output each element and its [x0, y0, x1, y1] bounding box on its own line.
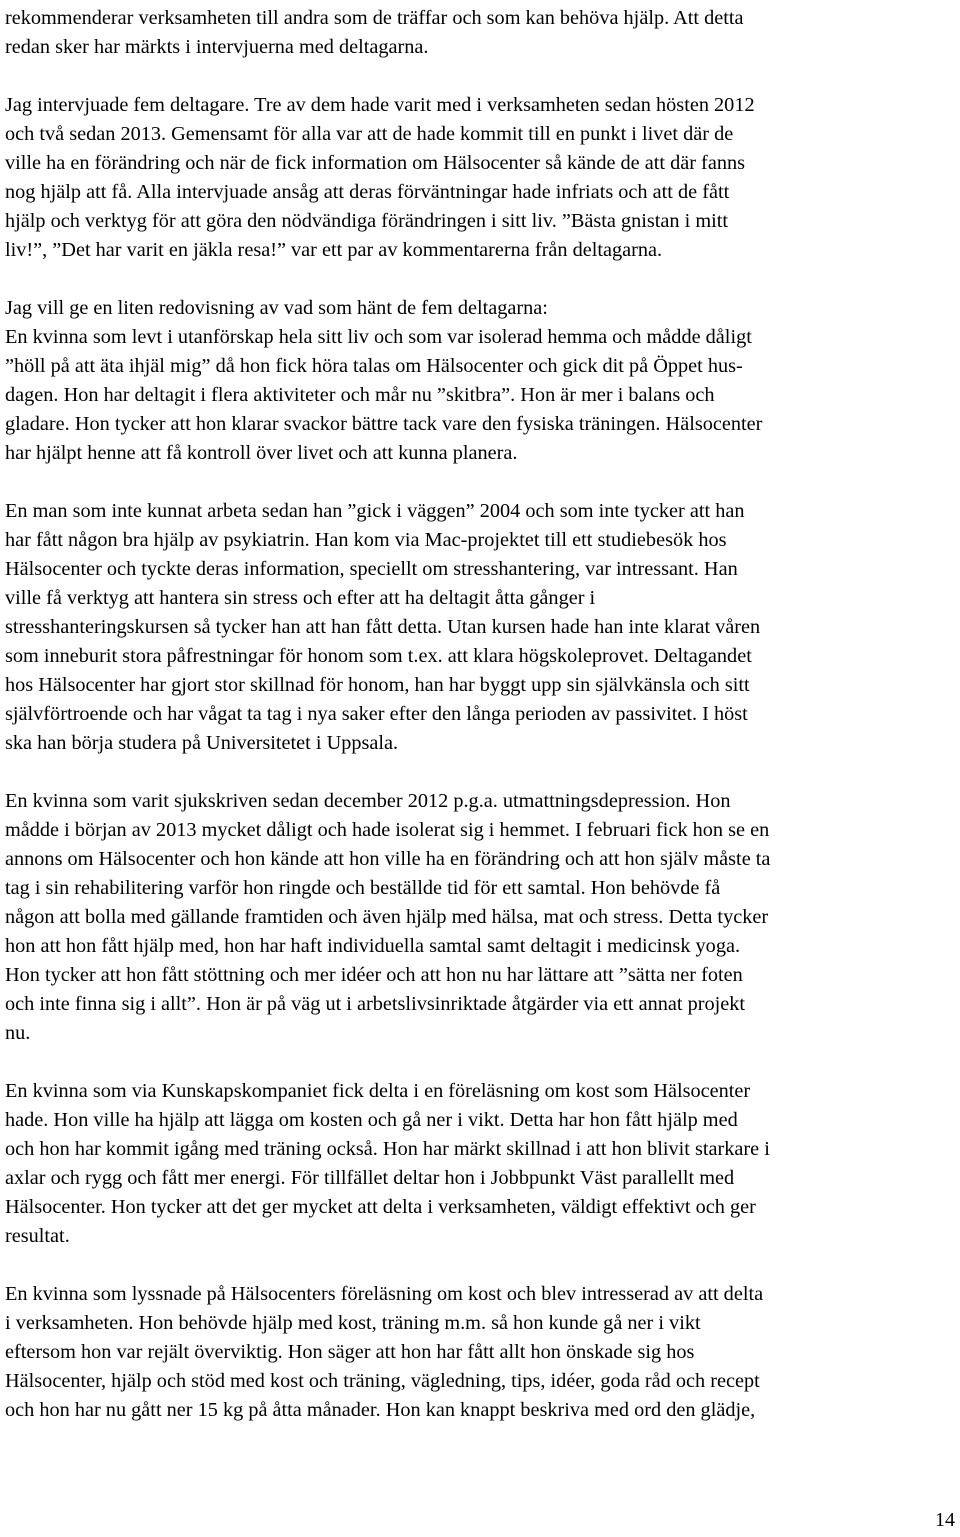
text-line: eftersom hon var rejält överviktig. Hon säger att hon har fått allt hon önskade sig hos — [5, 1341, 695, 1363]
text-line: En man som inte kunnat arbeta sedan han ”gick i väggen” 2004 och som inte tycker att han — [5, 500, 745, 522]
text-line: hjälp och verktyg för att göra den nödvändiga förändringen i sitt liv. ”Bästa gnistan i mitt — [5, 210, 729, 232]
text-line: har fått någon bra hjälp av psykiatrin. Han kom via Mac-projektet till ett studiebesök hos — [5, 529, 727, 551]
text-line: ska han börja studera på Universitetet i Uppsala. — [5, 732, 399, 754]
text-line: rekommenderar verksamheten till andra som de träffar och som kan behöva hjälp. Att detta — [5, 7, 744, 29]
text-line: någon att bolla med gällande framtiden och även hjälp med hälsa, mat och stress. Detta tycker — [5, 906, 769, 928]
text-line: En kvinna som levt i utanförskap hela sitt liv och som var isolerad hemma och mådde dåligt — [5, 326, 752, 348]
paragraph — [5, 4, 955, 62]
text-line: liv!”, ”Det har varit en jäkla resa!” var ett par av kommentarerna från deltagarna. — [5, 239, 663, 261]
text-line: En kvinna som via Kunskapskompaniet fick delta i en föreläsning om kost som Hälsocenter — [5, 1080, 751, 1102]
text-line: ville få verktyg att hantera sin stress och efter att ha deltagit åtta gånger i — [5, 587, 596, 609]
text-line: Hälsocenter, hjälp och stöd med kost och träning, vägledning, tips, idéer, goda råd och recept — [5, 1370, 760, 1392]
text-line: Jag vill ge en liten redovisning av vad som hänt de fem deltagarna: — [5, 297, 548, 319]
paragraph — [5, 1280, 955, 1425]
text-line: självförtroende och har vågat ta tag i nya saker efter den långa perioden av passivitet. I höst — [5, 703, 748, 725]
text-line: Hälsocenter. Hon tycker att det ger mycket att delta i verksamheten, väldigt effektivt och ger — [5, 1196, 756, 1218]
paragraph-gap — [5, 1251, 955, 1280]
text-line: redan sker har märkts i intervjuerna med deltagarna. — [5, 36, 429, 58]
paragraph — [5, 294, 955, 468]
text-line: Hälsocenter och tyckte deras information, speciellt om stresshantering, var intressant. Han — [5, 558, 738, 580]
page-number: 14 — [935, 1509, 955, 1531]
text-line: gladare. Hon tycker att hon klarar svackor bättre tack vare den fysiska träningen. Hälsocenter — [5, 413, 763, 435]
paragraph — [5, 787, 955, 1048]
text-line: i verksamheten. Hon behövde hjälp med kost, träning m.m. så hon kunde gå ner i vikt — [5, 1312, 701, 1334]
text-line: ”höll på att äta ihjäl mig” då hon fick höra talas om Hälsocenter och gick dit på Öppet hus- — [5, 355, 743, 377]
text-line: axlar och rygg och fått mer energi. För tillfället deltar hon i Jobbpunkt Väst parallellt med — [5, 1167, 735, 1189]
paragraph — [5, 91, 955, 265]
paragraph — [5, 497, 955, 758]
text-line: Jag intervjuade fem deltagare. Tre av dem hade varit med i verksamheten sedan hösten 2012 — [5, 94, 755, 116]
text-line: och hon har kommit igång med träning också. Hon har märkt skillnad i att hon blivit starkare i — [5, 1138, 770, 1160]
paragraph — [5, 1077, 955, 1251]
text-line: Hon tycker att hon fått stöttning och mer idéer och att hon nu har lättare att ”sätta ner foten — [5, 964, 743, 986]
paragraph-gap — [5, 62, 955, 91]
text-line: hon att hon fått hjälp med, hon har haft individuella samtal samt deltagit i medicinsk yoga. — [5, 935, 741, 957]
text-line: En kvinna som lyssnade på Hälsocenters föreläsning om kost och blev intresserad av att delta — [5, 1283, 764, 1305]
text-line: och inte finna sig i allt”. Hon är på väg ut i arbetslivsinriktade åtgärder via ett annat projekt — [5, 993, 746, 1015]
text-line: annons om Hälsocenter och hon kände att hon ville ha en förändring och att hon själv måste ta — [5, 848, 771, 870]
text-line: hos Hälsocenter har gjort stor skillnad för honom, han har byggt upp sin självkänsla och sitt — [5, 674, 750, 696]
text-line: och hon har nu gått ner 15 kg på åtta månader. Hon kan knappt beskriva med ord den glädje, — [5, 1399, 756, 1421]
text-line: tag i sin rehabilitering varför hon ringde och beställde tid för ett samtal. Hon behövde få — [5, 877, 721, 899]
text-line: ville ha en förändring och när de fick information om Hälsocenter så kände de att där fanns — [5, 152, 745, 174]
paragraph-gap — [5, 758, 955, 787]
text-line: hade. Hon ville ha hjälp att lägga om kosten och gå ner i vikt. Detta har hon fått hjälp med — [5, 1109, 738, 1131]
body-text — [5, 4, 955, 1425]
text-line: har hjälpt henne att få kontroll över livet och att kunna planera. — [5, 442, 518, 464]
text-line: dagen. Hon har deltagit i flera aktiviteter och mår nu ”skitbra”. Hon är mer i balans och — [5, 384, 715, 406]
text-line: nu. — [5, 1022, 31, 1044]
paragraph-gap — [5, 468, 955, 497]
text-line: och två sedan 2013. Gemensamt för alla var att de hade kommit till en punkt i livet där de — [5, 123, 734, 145]
text-line: nog hjälp att få. Alla intervjuade ansåg att deras förväntningar hade infriats och att de fått — [5, 181, 730, 203]
text-line: stresshanteringskursen så tycker han att han fått detta. Utan kursen hade han inte klarat våren — [5, 616, 761, 638]
paragraph-gap — [5, 1048, 955, 1077]
text-line: resultat. — [5, 1225, 70, 1247]
text-line: som inneburit stora påfrestningar för honom som t.ex. att klara högskoleprovet. Deltagandet — [5, 645, 752, 667]
document-page — [5, 4, 955, 1425]
text-line: En kvinna som varit sjukskriven sedan december 2012 p.g.a. utmattningsdepression. Hon — [5, 790, 731, 812]
paragraph-gap — [5, 265, 955, 294]
text-line: mådde i början av 2013 mycket dåligt och hade isolerat sig i hemmet. I februari fick hon se en — [5, 819, 770, 841]
